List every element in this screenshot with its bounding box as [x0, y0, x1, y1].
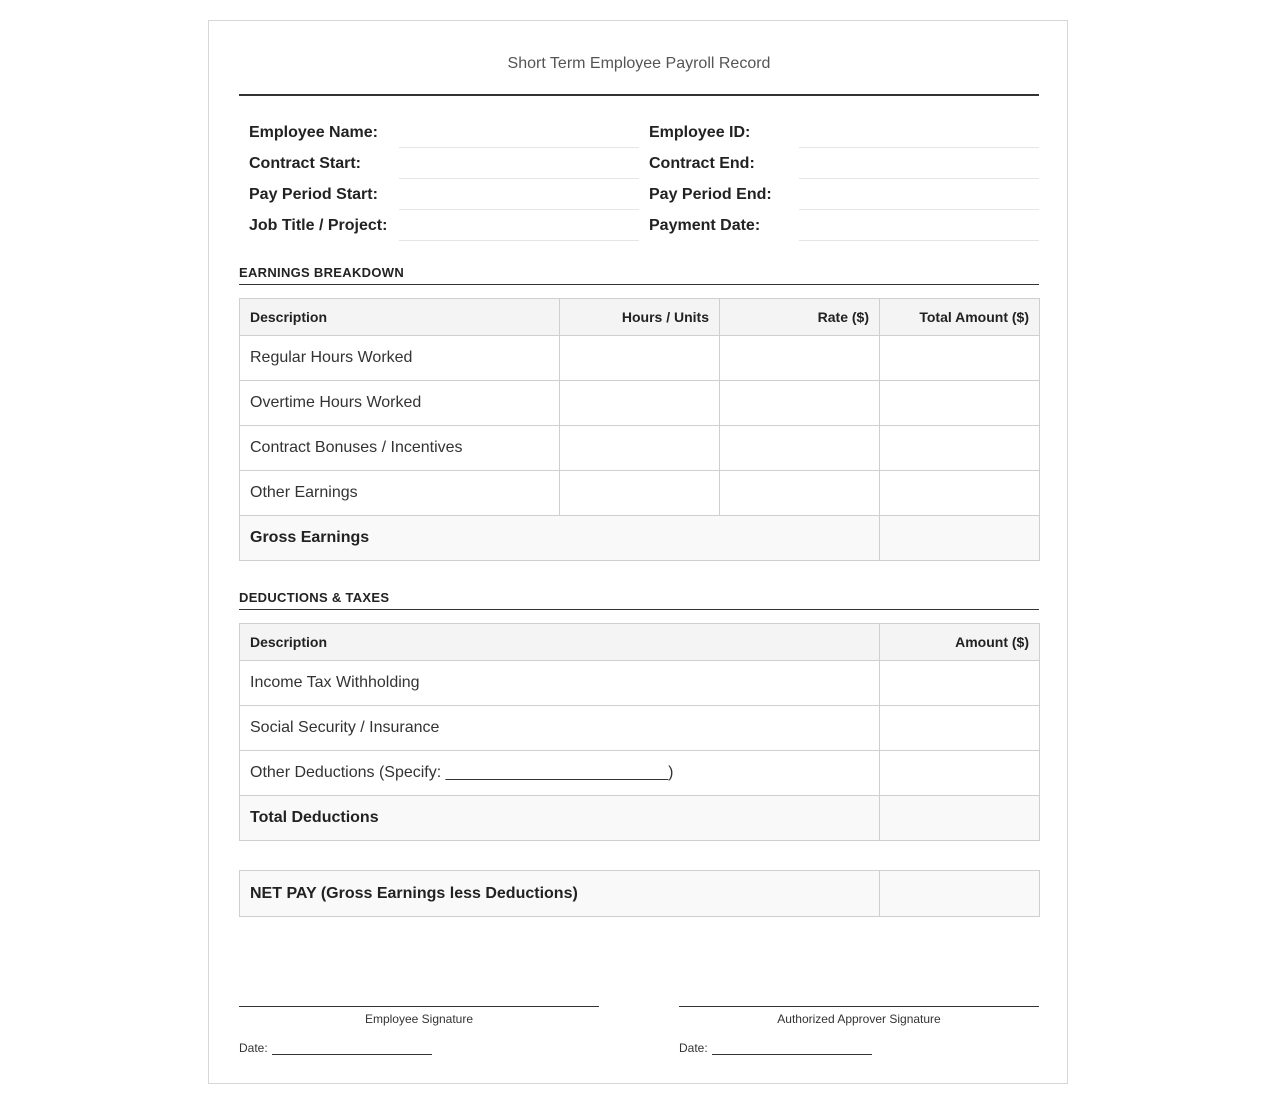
title-divider	[239, 94, 1039, 96]
deduction-amount-cell[interactable]	[880, 706, 1040, 751]
info-row	[239, 179, 1039, 210]
info-cell-contract-start	[239, 148, 639, 179]
deduction-description-cell: Social Security / Insurance	[240, 706, 880, 751]
pay-period-start-field[interactable]	[399, 179, 639, 210]
pay-period-end-label: Pay Period End:	[649, 186, 772, 203]
deductions-header-amount: Amount ($)	[880, 624, 1040, 661]
deduction-description-cell: Income Tax Withholding	[240, 661, 880, 706]
payroll-record-page	[208, 20, 1068, 1084]
net-pay-table	[239, 870, 1040, 917]
contract-end-field[interactable]	[799, 148, 1039, 179]
approver-date-label: Date:	[679, 1041, 708, 1055]
approver-signature-line[interactable]	[679, 1006, 1039, 1007]
job-title-field[interactable]	[399, 210, 639, 241]
contract-start-label: Contract Start:	[249, 155, 362, 172]
info-cell-employee-id	[639, 117, 1039, 148]
approver-signature-block	[679, 1006, 1039, 1055]
info-cell-pay-period-start	[239, 179, 639, 210]
net-pay-row	[240, 871, 1040, 917]
gross-earnings-amount-cell[interactable]	[880, 516, 1040, 561]
approver-date-line	[679, 1041, 1039, 1055]
total-deductions-amount-cell[interactable]	[880, 796, 1040, 841]
earnings-section-title: EARNINGS BREAKDOWN	[239, 265, 1039, 285]
employee-info-block	[239, 117, 1039, 241]
info-cell-payment-date	[639, 210, 1039, 241]
deductions-header-description: Description	[240, 624, 880, 661]
earnings-rate-cell[interactable]	[720, 426, 880, 471]
contract-end-label: Contract End:	[649, 155, 755, 172]
gross-earnings-row	[240, 516, 1040, 561]
earnings-hours-cell[interactable]	[560, 381, 720, 426]
employee-name-label: Employee Name:	[249, 124, 378, 141]
document-title: Short Term Employee Payroll Record	[507, 55, 771, 72]
employee-date-line	[239, 1041, 599, 1055]
employee-id-field[interactable]	[799, 117, 1039, 148]
deduction-description-cell: Other Deductions (Specify: _________________________)	[240, 751, 880, 796]
net-pay-label: NET PAY (Gross Earnings less Deductions)	[240, 871, 880, 917]
table-row	[240, 751, 1040, 796]
earnings-table	[239, 298, 1040, 561]
employee-date-label: Date:	[239, 1041, 268, 1055]
info-row	[239, 210, 1039, 241]
info-cell-contract-end	[639, 148, 1039, 179]
employee-signature-line[interactable]	[239, 1006, 599, 1007]
table-row	[240, 661, 1040, 706]
earnings-hours-cell[interactable]	[560, 471, 720, 516]
approver-date-field[interactable]	[712, 1042, 872, 1055]
earnings-description-cell: Contract Bonuses / Incentives	[240, 426, 560, 471]
table-row	[240, 381, 1040, 426]
table-row	[240, 336, 1040, 381]
earnings-rate-cell[interactable]	[720, 336, 880, 381]
table-row	[240, 426, 1040, 471]
deduction-amount-cell[interactable]	[880, 661, 1040, 706]
earnings-rate-cell[interactable]	[720, 381, 880, 426]
earnings-header-rate: Rate ($)	[720, 299, 880, 336]
earnings-header-description: Description	[240, 299, 560, 336]
net-pay-amount-cell[interactable]	[880, 871, 1040, 917]
info-row	[239, 148, 1039, 179]
earnings-description-cell: Other Earnings	[240, 471, 560, 516]
earnings-header-total: Total Amount ($)	[880, 299, 1040, 336]
pay-period-start-label: Pay Period Start:	[249, 186, 378, 203]
info-cell-employee-name	[239, 117, 639, 148]
employee-id-label: Employee ID:	[649, 124, 751, 141]
total-deductions-row	[240, 796, 1040, 841]
deduction-amount-cell[interactable]	[880, 751, 1040, 796]
job-title-label: Job Title / Project:	[249, 217, 388, 234]
pay-period-end-field[interactable]	[799, 179, 1039, 210]
table-row	[240, 471, 1040, 516]
approver-signature-label: Authorized Approver Signature	[777, 1012, 941, 1026]
total-deductions-label: Total Deductions	[240, 796, 880, 841]
info-cell-pay-period-end	[639, 179, 1039, 210]
employee-signature-block	[239, 1006, 599, 1055]
gross-earnings-label: Gross Earnings	[240, 516, 880, 561]
earnings-total-cell[interactable]	[880, 336, 1040, 381]
employee-name-field[interactable]	[399, 117, 639, 148]
deductions-header-row	[240, 624, 1040, 661]
info-cell-job-title	[239, 210, 639, 241]
earnings-total-cell[interactable]	[880, 426, 1040, 471]
deductions-table	[239, 623, 1040, 841]
earnings-total-cell[interactable]	[880, 471, 1040, 516]
deductions-section-title: DEDUCTIONS & TAXES	[239, 590, 1039, 610]
earnings-hours-cell[interactable]	[560, 426, 720, 471]
earnings-header-row	[240, 299, 1040, 336]
employee-signature-label: Employee Signature	[364, 1012, 474, 1026]
earnings-description-cell: Overtime Hours Worked	[240, 381, 560, 426]
earnings-rate-cell[interactable]	[720, 471, 880, 516]
info-row	[239, 117, 1039, 148]
employee-date-field[interactable]	[272, 1042, 432, 1055]
earnings-hours-cell[interactable]	[560, 336, 720, 381]
earnings-description-cell: Regular Hours Worked	[240, 336, 560, 381]
contract-start-field[interactable]	[399, 148, 639, 179]
payment-date-field[interactable]	[799, 210, 1039, 241]
earnings-header-hours: Hours / Units	[560, 299, 720, 336]
table-row	[240, 706, 1040, 751]
payment-date-label: Payment Date:	[649, 217, 761, 234]
earnings-total-cell[interactable]	[880, 381, 1040, 426]
